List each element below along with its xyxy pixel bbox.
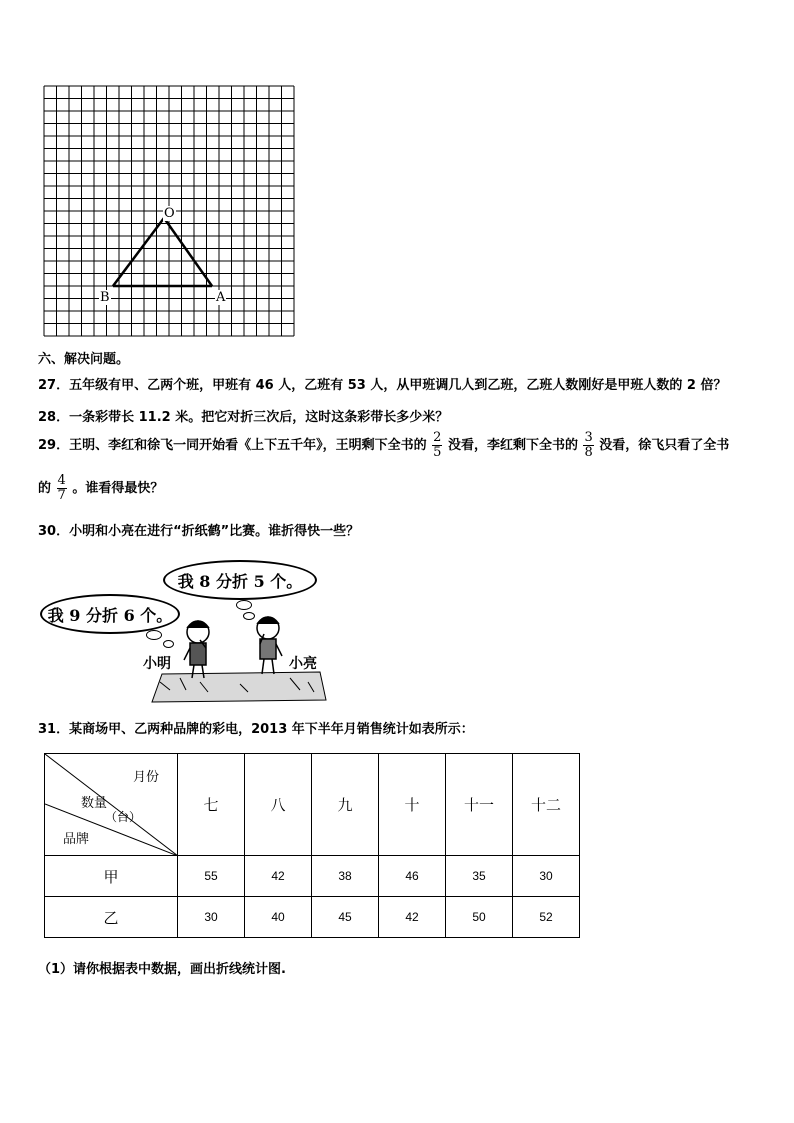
point-label-o: O	[164, 206, 175, 221]
q29-text-part3: 没看，徐飞只看了全书	[599, 438, 730, 453]
month-header-cell: 七	[178, 754, 245, 856]
month-header-cell: 十二	[513, 754, 580, 856]
month-header-cell: 十一	[446, 754, 513, 856]
question-28: 28．一条彩带长 11.2 米。把它对折三次后，这时这条彩带长多少米？	[38, 410, 449, 425]
value-cell: 45	[312, 897, 379, 938]
child-left	[184, 621, 209, 678]
value-cell: 30	[513, 856, 580, 897]
corner-label-quantity: 数量	[81, 795, 108, 810]
value-cell: 55	[178, 856, 245, 897]
brand-cell: 乙	[45, 897, 178, 938]
value-cell: 38	[312, 856, 379, 897]
month-header-cell: 九	[312, 754, 379, 856]
speech-bubble-right: 我 8 分折 5 个。	[163, 560, 317, 600]
name-label-xiaoming: 小明	[143, 656, 171, 672]
point-label-b: B	[100, 290, 110, 305]
value-cell: 42	[245, 856, 312, 897]
question-29-line-1	[38, 431, 729, 460]
point-label-a: A	[216, 290, 226, 305]
question-31: 31．某商场甲、乙两种品牌的彩电，2013 年下半年月销售统计如表所示：	[38, 722, 474, 737]
fraction-denominator: 7	[57, 488, 66, 503]
thought-dot	[236, 600, 252, 610]
section-title: 六、解决问题。	[38, 352, 130, 367]
fraction-two-fifths	[432, 431, 442, 460]
value-cell: 46	[379, 856, 446, 897]
fraction-numerator: 4	[57, 473, 66, 488]
value-cell: 42	[379, 897, 446, 938]
value-cell: 30	[178, 897, 245, 938]
ground-mat	[152, 672, 326, 702]
corner-label-unit: （台）	[105, 810, 142, 824]
question-29-line-2	[38, 474, 163, 503]
table-row-jia	[45, 856, 580, 897]
fraction-denominator: 8	[584, 445, 593, 460]
question-31-part-1: （1）请你根据表中数据，画出折线统计图.	[38, 962, 286, 977]
q29-text-part2: 没看，李红剩下全书的	[447, 438, 578, 453]
table-header-row	[45, 754, 580, 856]
corner-label-brand: 品牌	[63, 831, 90, 846]
value-cell: 50	[446, 897, 513, 938]
speech-bubble-left: 我 9 分折 6 个。	[40, 594, 180, 634]
value-cell: 52	[513, 897, 580, 938]
fraction-four-sevenths	[57, 474, 67, 503]
table-row-yi	[45, 897, 580, 938]
fraction-numerator: 3	[584, 430, 593, 445]
name-label-xiaoliang: 小亮	[289, 656, 317, 672]
fraction-numerator: 2	[433, 430, 442, 445]
fraction-denominator: 5	[433, 445, 442, 460]
q29-text-part1: 29．王明、李红和徐飞一同开始看《上下五千年》，王明剩下全书的	[38, 438, 427, 453]
triangle-side-oa	[164, 218, 212, 286]
value-cell: 35	[446, 856, 513, 897]
value-cell: 40	[245, 897, 312, 938]
q29-text-part5: 。谁看得最快？	[72, 481, 164, 496]
month-header-cell: 十	[379, 754, 446, 856]
corner-label-month: 月份	[133, 769, 160, 784]
sales-table	[44, 753, 580, 938]
fraction-three-eighths	[583, 431, 593, 460]
question-30: 30．小明和小亮在进行“折纸鹤”比赛。谁折得快一些？	[38, 524, 360, 539]
brand-cell: 甲	[45, 856, 178, 897]
q29-text-part4: 的	[38, 481, 52, 496]
month-header-cell: 八	[245, 754, 312, 856]
table-corner-cell	[45, 754, 178, 856]
child-right	[257, 617, 282, 674]
question-27: 27．五年级有甲、乙两个班，甲班有 46 人，乙班有 53 人，从甲班调几人到乙班，乙班人数刚好是甲班人数的 2 倍？	[38, 378, 727, 393]
